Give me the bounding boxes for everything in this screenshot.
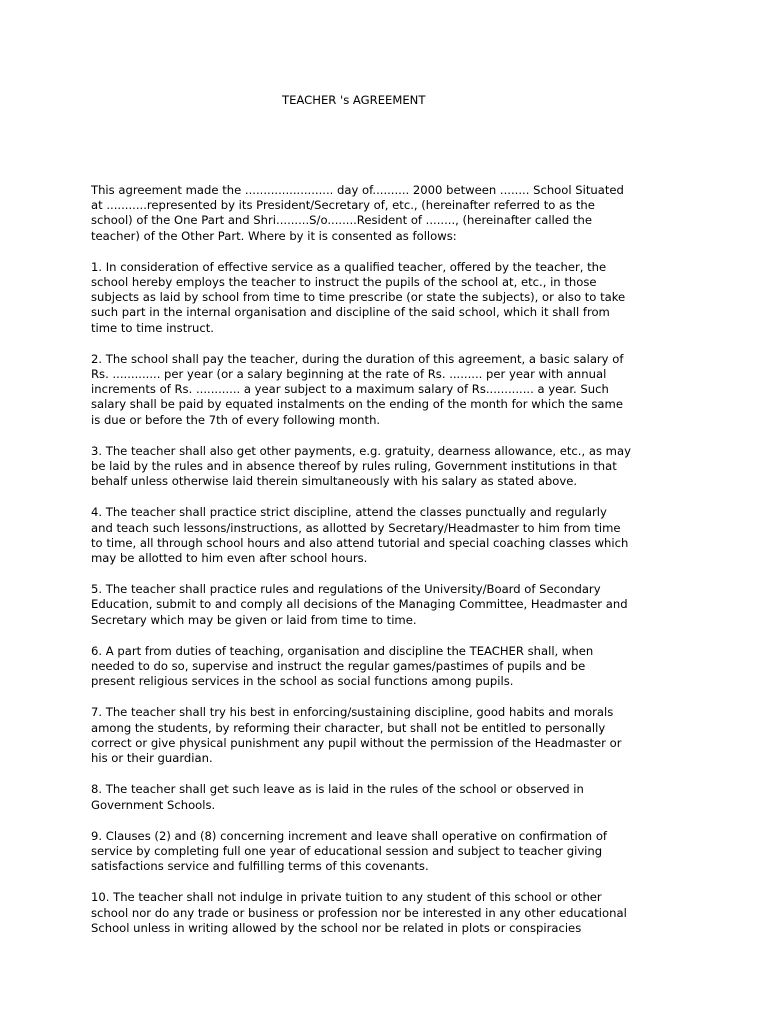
clause-paragraph <box>91 829 691 875</box>
text-line: School unless in writing allowed by the school nor be related in plots or conspiracies <box>91 920 582 935</box>
text-line: 3. The teacher shall also get other payments, e.g. gratuity, dearness allowance, etc., as may <box>91 443 631 458</box>
clause-paragraph <box>91 782 691 812</box>
clause-paragraph <box>91 644 691 690</box>
text-line: satisfactions service and fulfilling terms of this covenants. <box>91 859 429 874</box>
text-line: 8. The teacher shall get such leave as is laid in the rules of the school or observed in <box>91 782 584 797</box>
clause-paragraph <box>91 505 691 566</box>
text-line: needed to do so, supervise and instruct the regular games/pastimes of pupils and be <box>91 659 586 674</box>
text-line: 9. Clauses (2) and (8) concerning increment and leave shall operative on confirmation of <box>91 828 608 843</box>
clause-paragraph <box>91 352 691 428</box>
clause-paragraph <box>91 890 691 936</box>
text-line: subjects as laid by school from time to time prescribe (or state the subjects), or also to take <box>91 290 626 305</box>
text-line: and teach such lessons/instructions, as allotted by Secretary/Headmaster to him from time <box>91 520 621 535</box>
text-line: Education, submit to and comply all decisions of the Managing Committee, Headmaster and <box>91 597 628 612</box>
document-body <box>91 183 691 952</box>
text-line: be laid by the rules and in absence thereof by rules ruling, Government institutions in that <box>91 459 617 474</box>
preamble-paragraph <box>91 183 691 244</box>
text-line: 6. A part from duties of teaching, organisation and discipline the TEACHER shall, when <box>91 643 594 658</box>
text-line: Government Schools. <box>91 797 216 812</box>
text-line: time to time instruct. <box>91 320 214 335</box>
text-line: This agreement made the ........................ day of.......... 2000 between ........ School Situated <box>91 183 624 197</box>
text-line: service by completing full one year of educational session and subject to teacher giving <box>91 843 603 858</box>
text-line: his or their guardian. <box>91 751 213 766</box>
text-line: 10. The teacher shall not indulge in private tuition to any student of this school or other <box>91 890 602 905</box>
text-line: to time, all through school hours and also attend tutorial and special coaching classes which <box>91 535 629 550</box>
text-line: teacher) of the Other Part. Where by it is consented as follows: <box>91 228 457 243</box>
text-line: increments of Rs. ............ a year subject to a maximum salary of Rs............. a year. Such <box>91 382 609 397</box>
text-line: salary shall be paid by equated instalments on the ending of the month for which the same <box>91 397 623 412</box>
text-line: behalf unless otherwise laid therein simultaneously with his salary as stated above. <box>91 474 578 489</box>
clause-paragraph <box>91 582 691 628</box>
document-title: TEACHER 's AGREEMENT <box>282 93 426 107</box>
text-line: correct or give physical punishment any pupil without the permission of the Headmaster or <box>91 735 622 750</box>
text-line: at ...........represented by its President/Secretary of, etc., (hereinafter referred to as the <box>91 198 595 213</box>
text-line: present religious services in the school as social functions among pupils. <box>91 674 514 689</box>
text-line: 4. The teacher shall practice strict discipline, attend the classes punctually and regularly <box>91 505 607 520</box>
text-line: 1. In consideration of effective service as a qualified teacher, offered by the teacher, the <box>91 259 607 274</box>
text-line: 2. The school shall pay the teacher, during the duration of this agreement, a basic salary of <box>91 351 624 366</box>
text-line: may be allotted to him even after school hours. <box>91 551 368 566</box>
text-line: is due or before the 7th of every following month. <box>91 412 381 427</box>
text-line: school hereby employs the teacher to instruct the pupils of the school at, etc., in those <box>91 275 597 290</box>
text-line: 7. The teacher shall try his best in enforcing/sustaining discipline, good habits and morals <box>91 705 614 720</box>
text-line: among the students, by reforming their character, but shall not be entitled to personally <box>91 720 606 735</box>
clause-paragraph <box>91 705 691 766</box>
text-line: school nor do any trade or business or profession nor be interested in any other educational <box>91 905 627 920</box>
text-line: 5. The teacher shall practice rules and regulations of the University/Board of Secondary <box>91 582 601 597</box>
clause-paragraph <box>91 260 691 336</box>
text-line: school) of the One Part and Shri.........S/o........Resident of ........, (hereinafter called the <box>91 213 592 228</box>
clause-paragraph <box>91 444 691 490</box>
text-line: Rs. ............. per year (or a salary beginning at the rate of Rs. ......... per year with annual <box>91 367 607 382</box>
text-line: Secretary which may be given or laid from time to time. <box>91 612 417 627</box>
text-line: such part in the internal organisation and discipline of the said school, which it shall from <box>91 305 610 320</box>
